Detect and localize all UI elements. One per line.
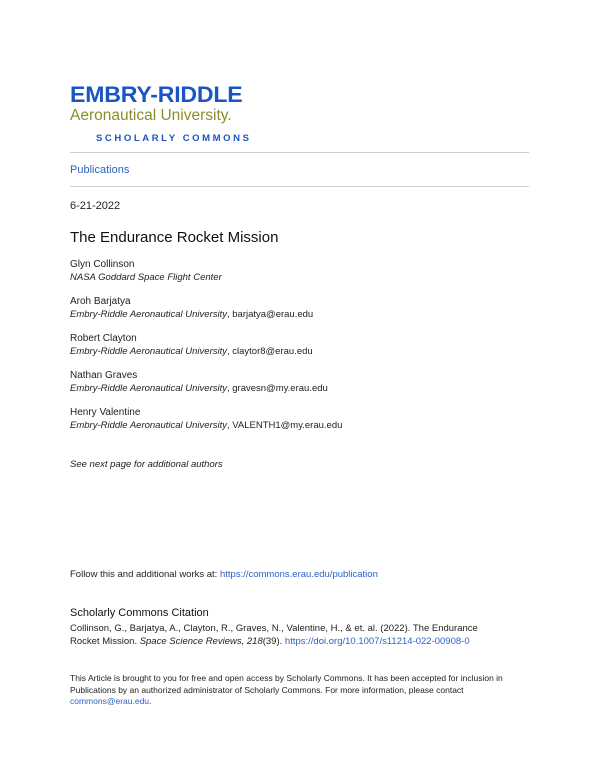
article-title: The Endurance Rocket Mission	[70, 229, 279, 246]
author-entry	[70, 296, 342, 321]
author-entry	[70, 407, 342, 432]
author-affiliation: Embry-Riddle Aeronautical University, barjatya@erau.edu	[70, 308, 314, 320]
doi-link[interactable]: https://doi.org/10.1007/s11214-022-00908-0	[284, 635, 470, 647]
logo-subtitle: Aeronautical University.	[70, 107, 232, 124]
author-name: Glyn Collinson	[70, 259, 135, 270]
author-name: Henry Valentine	[70, 407, 141, 418]
access-notice: This Article is brought to you for free and open access by Scholarly Commons. It has been accepted for inclusion in Publications by an authorized administrator of Scholarly Commons. For more information, please contact commons@erau.edu.	[70, 673, 503, 706]
publication-date: 6-21-2022	[70, 200, 121, 212]
author-affiliation: Embry-Riddle Aeronautical University, VALENTH1@my.erau.edu	[70, 419, 343, 431]
contact-email-link[interactable]: commons@erau.edu	[70, 696, 150, 706]
author-affiliation: NASA Goddard Space Flight Center	[70, 271, 222, 283]
author-entry	[70, 370, 342, 395]
author-affiliation: Embry-Riddle Aeronautical University, gravesn@my.erau.edu	[70, 382, 328, 394]
logo-collection-name: SCHOLARLY COMMONS	[96, 133, 252, 144]
citation-text: Collinson, G., Barjatya, A., Clayton, R., Graves, N., Valentine, H., & et. al. (2022). The Endurance Rocket Mission. Space Science Reviews, 218(39). https://doi.org/10.1007/s11214-022-00908-0	[70, 623, 478, 647]
author-name: Aroh Barjatya	[70, 296, 131, 307]
author-entry	[70, 333, 342, 358]
follow-line: Follow this and additional works at: https://commons.erau.edu/publication	[70, 569, 378, 580]
author-affiliation: Embry-Riddle Aeronautical University, claytor8@erau.edu	[70, 345, 313, 357]
publication-url-link[interactable]: https://commons.erau.edu/publication	[219, 569, 378, 580]
logo-wordmark: EMBRY-RIDDLE	[70, 82, 243, 107]
collection-divider	[70, 186, 529, 187]
author-list	[70, 259, 342, 444]
author-entry	[70, 259, 342, 284]
university-logo[interactable]	[70, 84, 310, 144]
citation-heading: Scholarly Commons Citation	[70, 607, 209, 619]
additional-authors-note: See next page for additional authors	[70, 459, 223, 470]
top-divider	[70, 152, 529, 153]
author-name: Nathan Graves	[70, 370, 138, 381]
author-name: Robert Clayton	[70, 333, 137, 344]
collection-link[interactable]: Publications	[70, 164, 130, 176]
